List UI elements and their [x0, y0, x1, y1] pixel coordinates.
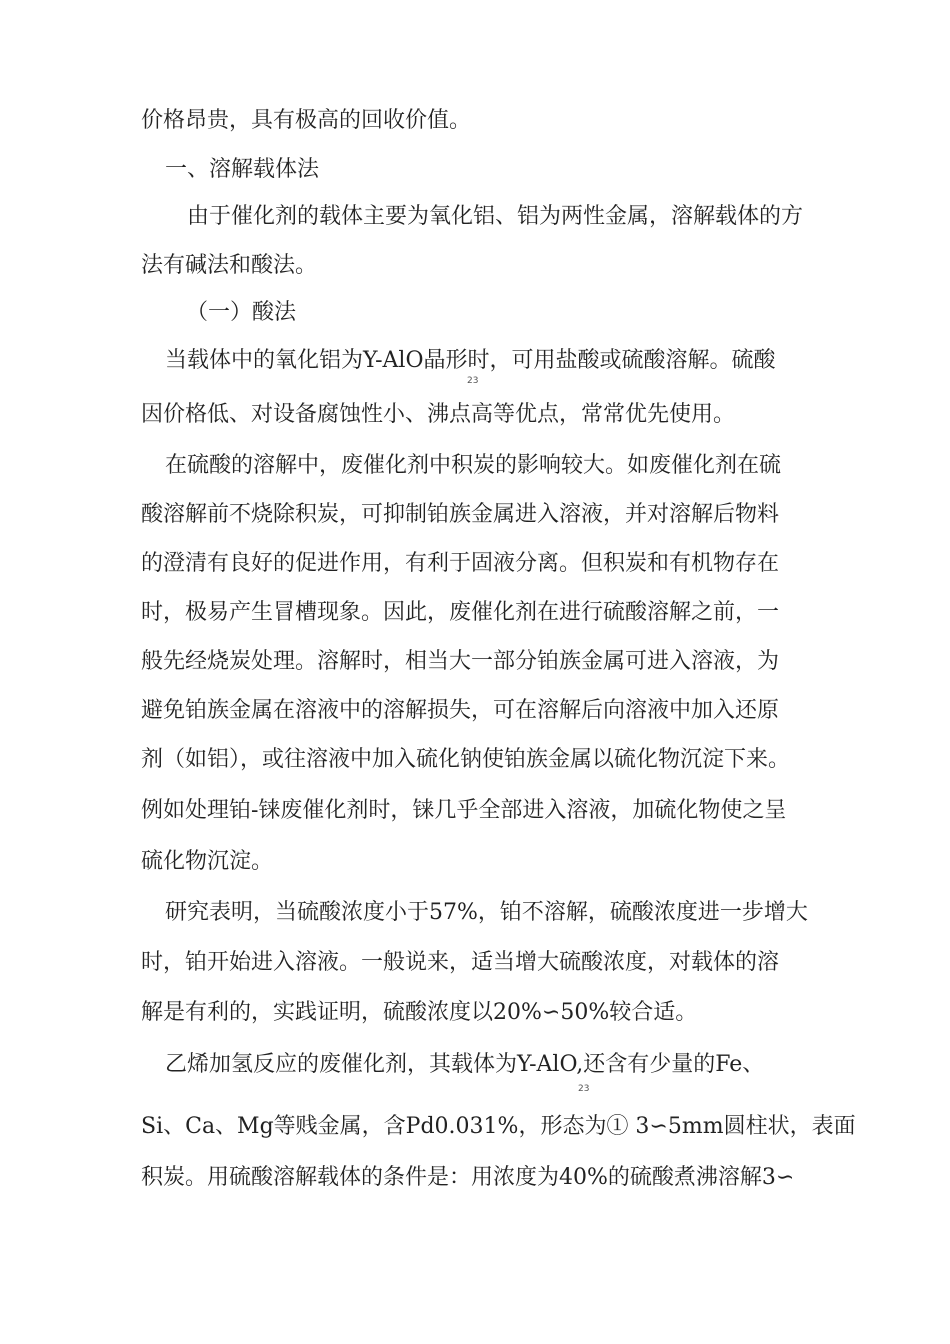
paragraph-line: 积炭。用硫酸溶解载体的条件是：用浓度为40%的硫酸煮沸溶解3∽: [141, 1165, 795, 1190]
subscript-label: 23: [578, 1084, 590, 1094]
paragraph-line: 当载体中的氧化铝为Y-AlO晶形时，可用盐酸或硫酸溶解。硫酸: [165, 348, 776, 373]
paragraph-line: 避免铂族金属在溶液中的溶解损失，可在溶解后向溶液中加入还原: [141, 698, 780, 723]
paragraph-line: 酸溶解前不烧除积炭，可抑制铂族金属进入溶液，并对溶解后物料: [141, 502, 780, 527]
paragraph-line: 乙烯加氢反应的废催化剂，其载体为Y-AlO,还含有少量的Fe、: [165, 1052, 765, 1077]
paragraph-line: Si、Ca、Mg等贱金属，含Pd0.031%，形态为① 3∽5mm圆柱状，表面: [141, 1114, 856, 1139]
paragraph-line: 法有碱法和酸法。: [141, 253, 318, 278]
section-heading: 一、溶解载体法: [165, 157, 320, 182]
paragraph-line: 般先经烧炭处理。溶解时，相当大一部分铂族金属可进入溶液，为: [141, 649, 780, 674]
paragraph-line: 在硫酸的溶解中，废催化剂中积炭的影响较大。如废催化剂在硫: [165, 453, 782, 478]
subscript-label: 23: [467, 376, 479, 386]
paragraph-line: 时，铂开始进入溶液。一般说来，适当增大硫酸浓度，对载体的溶: [141, 950, 780, 975]
paragraph-line: 因价格低、对设备腐蚀性小、沸点高等优点，常常优先使用。: [141, 402, 736, 427]
paragraph-line: 剂（如铝），或往溶液中加入硫化钠使铂族金属以硫化物沉淀下来。: [141, 747, 791, 772]
paragraph-line: 例如处理铂-铼废催化剂时，铼几乎全部进入溶液，加硫化物使之呈: [141, 798, 787, 823]
paragraph-line: 硫化物沉淀。: [141, 849, 274, 874]
paragraph-line: 解是有利的，实践证明，硫酸浓度以20%∽50%较合适。: [141, 1000, 698, 1025]
paragraph-line: 由于催化剂的载体主要为氧化铝、铝为两性金属，溶解载体的方: [187, 204, 804, 229]
paragraph-line: 价格昂贵，具有极高的回收价值。: [141, 108, 472, 133]
paragraph-line: 的澄清有良好的促进作用，有利于固液分离。但积炭和有机物存在: [141, 551, 780, 576]
subsection-heading: （一）酸法: [186, 300, 297, 325]
paragraph-line: 研究表明，当硫酸浓度小于57%，铂不溶解，硫酸浓度进一步增大: [165, 900, 808, 925]
paragraph-line: 时，极易产生冒槽现象。因此，废催化剂在进行硫酸溶解之前，一: [141, 600, 780, 625]
